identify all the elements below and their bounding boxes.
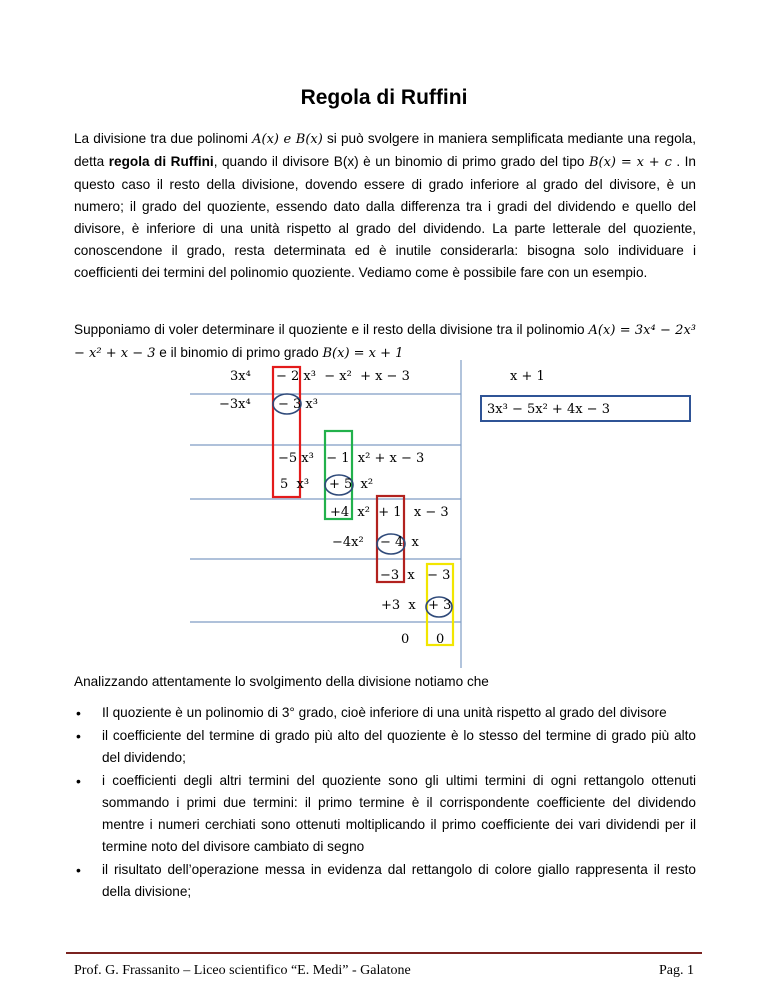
intro-paragraph: La divisione tra due polinomi A(x) e B(x) si può svolgere in maniera semplificata mediante una regola, detta regola di Ruffini, quando il divisore B(x) è un binomio di primo grado del tipo B(x) = x + c . In questo caso il resto della divisione, dovendo essere di grado inferiore al grado del divisore, è un numero; il grado del quoziente, essendo dato dalla differenza tra i gradi del dividendo e quello del divisore, è inferiore di una unità rispetto al grado del dividendo. La parte letterale del quoziente, conoscendone il grado, resta determinata ed è inutile considerarla: bisogna solo individuare i coefficienti dei termini del polinomio quoziente. Vediamo come è possibile fare con un esempio. bbox=[74, 131, 696, 280]
analysis-list bbox=[74, 702, 696, 904]
polynomial-division-diagram bbox=[0, 360, 768, 670]
row2-right: − 3 x³ bbox=[278, 397, 318, 412]
page-title: Regola di Ruffini bbox=[300, 86, 468, 109]
list-item: • il coefficiente del termine di grado più alto del quoziente è lo stesso del termine di grado più alto del dividendo; bbox=[74, 725, 696, 769]
list-item: • il risultato dell’operazione messa in evidenza dal rettangolo di colore giallo rappresenta il resto della divisione; bbox=[74, 859, 696, 903]
list-item: • Il quoziente è un polinomio di 3° grado, cioè inferiore di una unità rispetto al grado del divisore bbox=[74, 702, 696, 724]
list-item: • i coefficienti degli altri termini del quoziente sono gli ultimi termini di ogni rettangolo ottenuti sommando i primi due termini: il primo termine è il corrispondente coefficiente del dividendo mentre i numeri cerchiati sono ottenuti moltiplicando il primo coefficiente dei vari dividendi per il termine noto del divisore cambiato di segno bbox=[74, 770, 696, 858]
footer-rule bbox=[66, 952, 702, 954]
row3: −5 x³ − 1 x² + x − 3 bbox=[278, 451, 425, 466]
divisor: x + 1 bbox=[510, 369, 545, 384]
rest-left: 0 bbox=[401, 632, 410, 647]
example-paragraph: Supponiamo di voler determinare il quoziente e il resto della divisione tra il polinomio A(x) = 3x⁴ − 2x³ − x² + x − 3 e il binomio di primo grado B(x) = x + 1 bbox=[74, 322, 696, 361]
page-number: Pag. 1 bbox=[659, 963, 694, 978]
quotient: 3x³ − 5x² + 4x − 3 bbox=[487, 402, 610, 417]
row7: −3 x − 3 bbox=[380, 568, 451, 583]
row4-left: 5 x³ bbox=[280, 477, 310, 492]
row2-left: −3x⁴ bbox=[219, 397, 251, 412]
rest-right: 0 bbox=[436, 632, 445, 647]
footer-author: Prof. G. Frassanito – Liceo scientifico “E. Medi” - Galatone bbox=[74, 963, 411, 978]
analysis-intro: Analizzando attentamente lo svolgimento della divisione notiamo che bbox=[74, 674, 489, 689]
row1-left: 3x⁴ bbox=[230, 369, 251, 384]
row1-right: − 2 x³ − x² + x − 3 bbox=[276, 369, 410, 384]
row6-left: −4x² bbox=[332, 535, 364, 550]
row5: +4 x² + 1 x − 3 bbox=[330, 505, 449, 520]
row6-right: − 4 x bbox=[380, 535, 419, 550]
row8: +3 x + 3 bbox=[381, 598, 452, 613]
row4-right: + 5 x² bbox=[329, 477, 374, 492]
